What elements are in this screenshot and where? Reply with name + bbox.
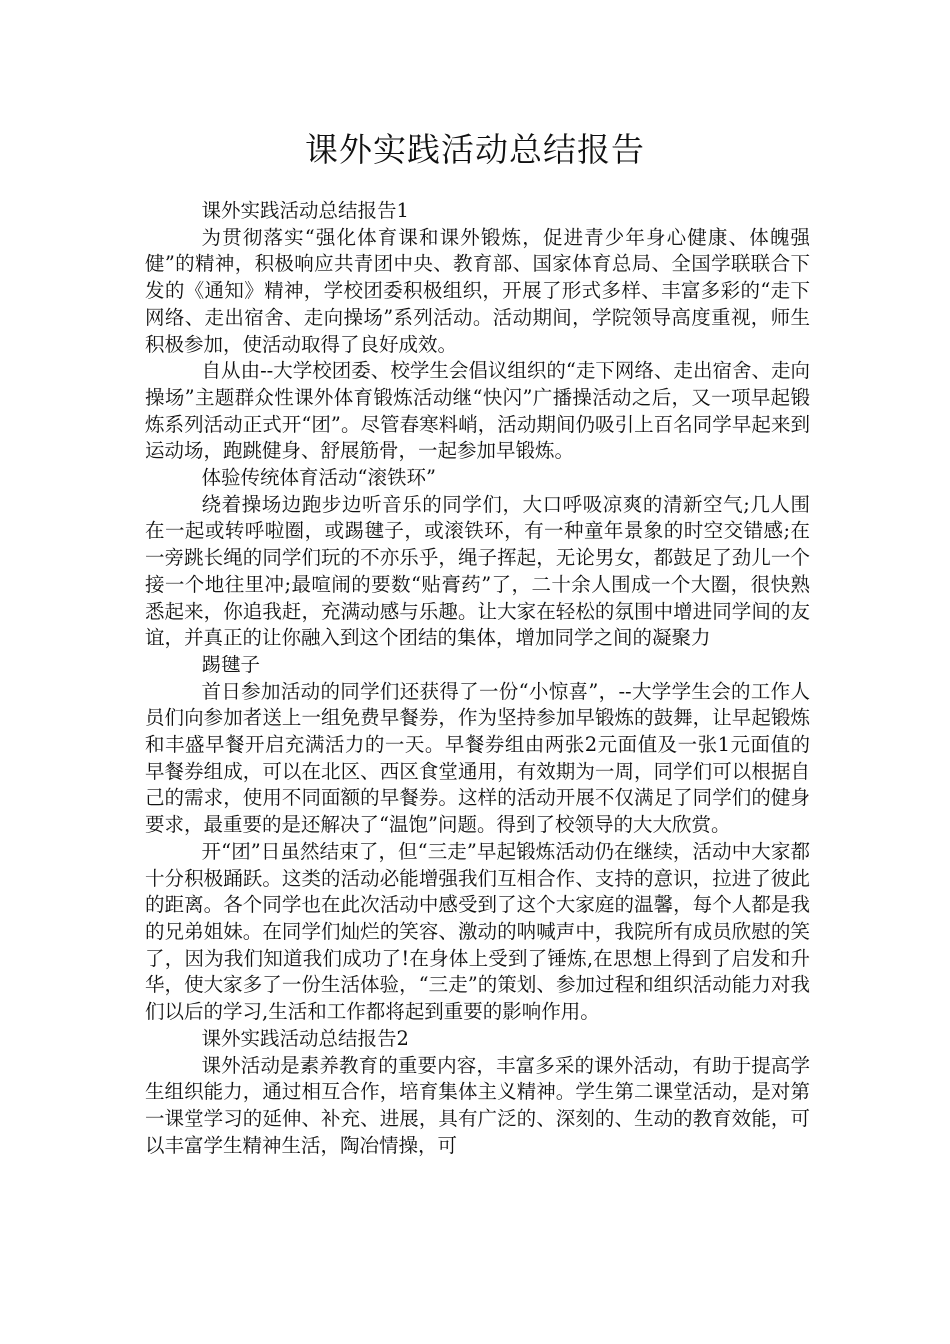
body-paragraph: 自从由--大学校团委、校学生会倡议组织的“走下网络、走出宿舍、走向操场”主题群众性课外体育锻炼活动继“快闪”广播操活动之后，又一项早起锻炼系列活动正式开“团”。尽管春寒料峭，活动期间仍吸引上百名同学早起来到运动场，跑跳健身、舒展筋骨，一起参加早锻炼。 <box>145 359 810 463</box>
document-body <box>145 198 810 1159</box>
body-paragraph: 为贯彻落实“强化体育课和课外锻炼，促进青少年身心健康、体魄强健”的精神，积极响应共青团中央、教育部、国家体育总局、全国学联联合下发的《通知》精神，学校团委积极组织，开展了形式多样、丰富多彩的“走下网络、走出宿舍、走向操场”系列活动。活动期间，学院领导高度重视，师生积极参加，使活动取得了良好成效。 <box>145 225 810 356</box>
body-paragraph: 开“团”日虽然结束了，但“三走”早起锻炼活动仍在继续，活动中大家都十分积极踊跃。这类的活动必能增强我们互相合作、支持的意识，拉进了彼此的距离。各个同学也在此次活动中感受到了这个大家庭的温馨，每个人都是我的兄弟姐妹。在同学们灿烂的笑容、激动的呐喊声中，我院所有成员欣慰的笑了，因为我们知道我们成功了!在身体上受到了锤炼,在思想上得到了启发和升华，使大家多了一份生活体验，“三走”的策划、参加过程和组织活动能力对我们以后的学习,生活和工作都将起到重要的影响作用。 <box>145 839 810 1024</box>
section-heading: 踢毽子 <box>201 652 261 676</box>
body-paragraph: 课外活动是素养教育的重要内容，丰富多采的课外活动，有助于提高学生组织能力，通过相互合作，培育集体主义精神。学生第二课堂活动，是对第一课堂学习的延伸、补充、进展，具有广泛的、深刻的、生动的教育效能，可以丰富学生精神生活，陶冶情操，可 <box>145 1053 810 1157</box>
section-heading: 体验传统体育活动“滚铁环” <box>201 466 436 490</box>
body-paragraph: 绕着操场边跑步边听音乐的同学们，大口呼吸凉爽的清新空气;几人围在一起或转呼啦圈，或踢毽子，或滚铁环，有一种童年景象的时空交错感;在一旁跳长绳的同学们玩的不亦乐乎，绳子挥起，无论男女，都鼓足了劲儿一个接一个地往里冲;最喧闹的要数“贴膏药”了，二十余人围成一个大圈，很快熟悉起来，你追我赶，充满动感与乐趣。让大家在轻松的氛围中增进同学间的友谊，并真正的让你融入到这个团结的集体，增加同学之间的凝聚力 <box>145 492 810 650</box>
body-paragraph: 首日参加活动的同学们还获得了一份“小惊喜”，--大学学生会的工作人员们向参加者送上一组免费早餐券，作为坚持参加早锻炼的鼓舞，让早起锻炼和丰盛早餐开启充满活力的一天。早餐券组由两张2元面值及一张1元面值的早餐券组成，可以在北区、西区食堂通用，有效期为一周，同学们可以根据自己的需求，使用不同面额的早餐券。这样的活动开展不仅满足了同学们的健身要求，最重要的是还解决了“温饱”问题。得到了校领导的大大欣赏。 <box>145 679 810 837</box>
section-heading: 课外实践活动总结报告2 <box>201 1026 409 1050</box>
section-heading: 课外实践活动总结报告1 <box>201 199 409 222</box>
document-title: 课外实践活动总结报告 <box>305 130 645 169</box>
